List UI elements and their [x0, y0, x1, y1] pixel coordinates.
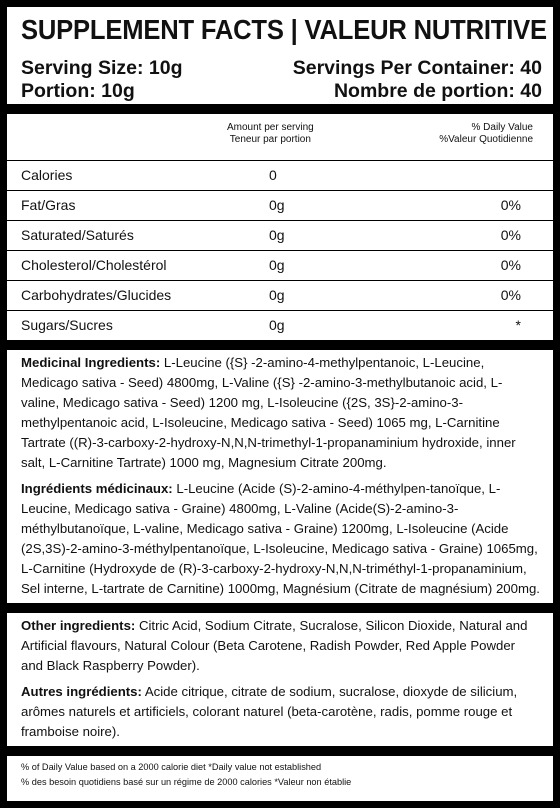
nutrient-amount: 0g: [269, 197, 285, 213]
daily-value-header: [439, 122, 533, 146]
dv-header-en: % Daily Value: [471, 122, 533, 133]
portion: Portion: 10g: [21, 80, 135, 102]
medicinal-ingredients-en: [7, 350, 553, 473]
nutrient-name: Cholesterol/Cholestérol: [21, 257, 167, 273]
nutrient-dv: 0%: [500, 227, 521, 243]
nutrient-amount: 0g: [269, 257, 285, 273]
nutrient-row: [7, 250, 553, 280]
nutrient-name: Carbohydrates/Glucides: [21, 287, 172, 303]
other-label-fr: Autres ingrédients:: [21, 684, 142, 699]
medicinal-text-fr: L-Leucine (Acide (S)-2-amino-4-méthylpen-tanoïque, L-Leucine, Medicago sativa - Graine) 4800mg, L-Valine (Acide(S)-2-amino-3-méthylbutanoïque, L-valine, Medicago sativa - Graine) 1200mg, L-Isoleucine (Acide (2S,3S)-2-amino-3-méthylpentanoïque, L-Isoleucine, Medicago sativa - Graine) 1065mg, L-Carnitine (Hydroxyde de (R)-3-carboxy-2-hydroxy-N,N,N-triméthyl-1-propanaminium, Sel interne, L-tartrate de Carnitine) 1000mg, Magnésium (Citrate de magnésium) 200mg.: [21, 481, 540, 596]
thick-divider: [7, 603, 553, 613]
serving-row-fr: [21, 80, 542, 103]
nombre-portion: Nombre de portion: 40: [333, 80, 542, 102]
thick-divider: [7, 340, 553, 350]
footnote: [7, 756, 553, 790]
serving-size: Serving Size: 10g: [21, 57, 183, 79]
dv-header-fr: %Valeur Quotidienne: [439, 134, 533, 145]
servings-per-container: Servings Per Container: 40: [292, 57, 542, 79]
nutrient-row: [7, 220, 553, 250]
medicinal-ingredients-fr: [7, 477, 553, 599]
thick-divider: [7, 104, 553, 114]
amount-header-en: Amount per serving: [227, 122, 314, 133]
other-text-en: Citric Acid, Sodium Citrate, Sucralose, Silicon Dioxide, Natural and Artificial flavours, Natural Colour (Beta Carotene, Radish Powder, Red Apple Powder and Black Raspberry Powder).: [21, 618, 528, 673]
other-ingredients-fr: [7, 680, 553, 742]
nutrient-dv: 0%: [500, 197, 521, 213]
nutrient-row: [7, 280, 553, 310]
footnote-fr: % des besoin quotidiens basé sur un régime de 2000 calories *Valeur non établie: [21, 777, 352, 787]
nutrient-name: Fat/Gras: [21, 197, 76, 213]
nutrient-name: Calories: [21, 167, 73, 183]
serving-row-en: [21, 57, 542, 80]
nutrient-amount: 0g: [269, 287, 285, 303]
nutrient-row: [7, 160, 553, 190]
facts-title: SUPPLEMENT FACTS | VALEUR NUTRITIVE: [21, 14, 547, 45]
nutrient-amount: 0: [269, 167, 277, 183]
other-ingredients-en: [7, 613, 553, 676]
nutrient-row: [7, 190, 553, 220]
nutrient-dv: *: [515, 317, 521, 333]
nutrient-name: Saturated/Saturés: [21, 227, 134, 243]
column-headers: [7, 114, 553, 160]
facts-header: [7, 7, 553, 104]
footnote-en: % of Daily Value based on a 2000 calorie diet *Daily value not established: [21, 762, 322, 772]
amount-header: [227, 122, 314, 146]
nutrient-name: Sugars/Sucres: [21, 317, 113, 333]
supplement-facts-panel: [7, 7, 553, 801]
nutrient-dv: 0%: [500, 257, 521, 273]
nutrient-amount: 0g: [269, 227, 285, 243]
medicinal-text-en: L-Leucine ({S} -2-amino-4-methylpentanoic, L-Leucine, Medicago sativa - Seed) 4800mg, L-Valine ({S} -2-amino-3-methylbutanoic acid, L-valine, Medicago sativa - Seed) 1200 mg, L-Isoleucine ({2S, 3S}-2-amino-3-methylpentanoic acid, L-Isoleucine, Medicago sativa - Seed) 1065 mg, L-Carnitine Tartrate ((R)-3-carboxy-2-hydroxy-N,N,N-trimethyl-1-propanaminium hydroxide, inner salt, L-Carnitine Tartrate) 1000 mg, Magnesium Citrate 200mg.: [21, 355, 516, 470]
medicinal-label-fr: Ingrédients médicinaux:: [21, 481, 173, 496]
amount-header-fr: Teneur par portion: [229, 134, 311, 145]
other-label-en: Other ingredients:: [21, 618, 136, 633]
nutrient-amount: 0g: [269, 317, 285, 333]
other-text-fr: Acide citrique, citrate de sodium, sucralose, dioxyde de silicium, arômes naturels et artificiels, colorant naturel (beta-carotène, radis, pomme rouge et framboise noire).: [21, 684, 518, 739]
thick-divider: [7, 746, 553, 756]
medicinal-label-en: Medicinal Ingredients:: [21, 355, 161, 370]
nutrient-row: [7, 310, 553, 340]
nutrient-dv: 0%: [500, 287, 521, 303]
